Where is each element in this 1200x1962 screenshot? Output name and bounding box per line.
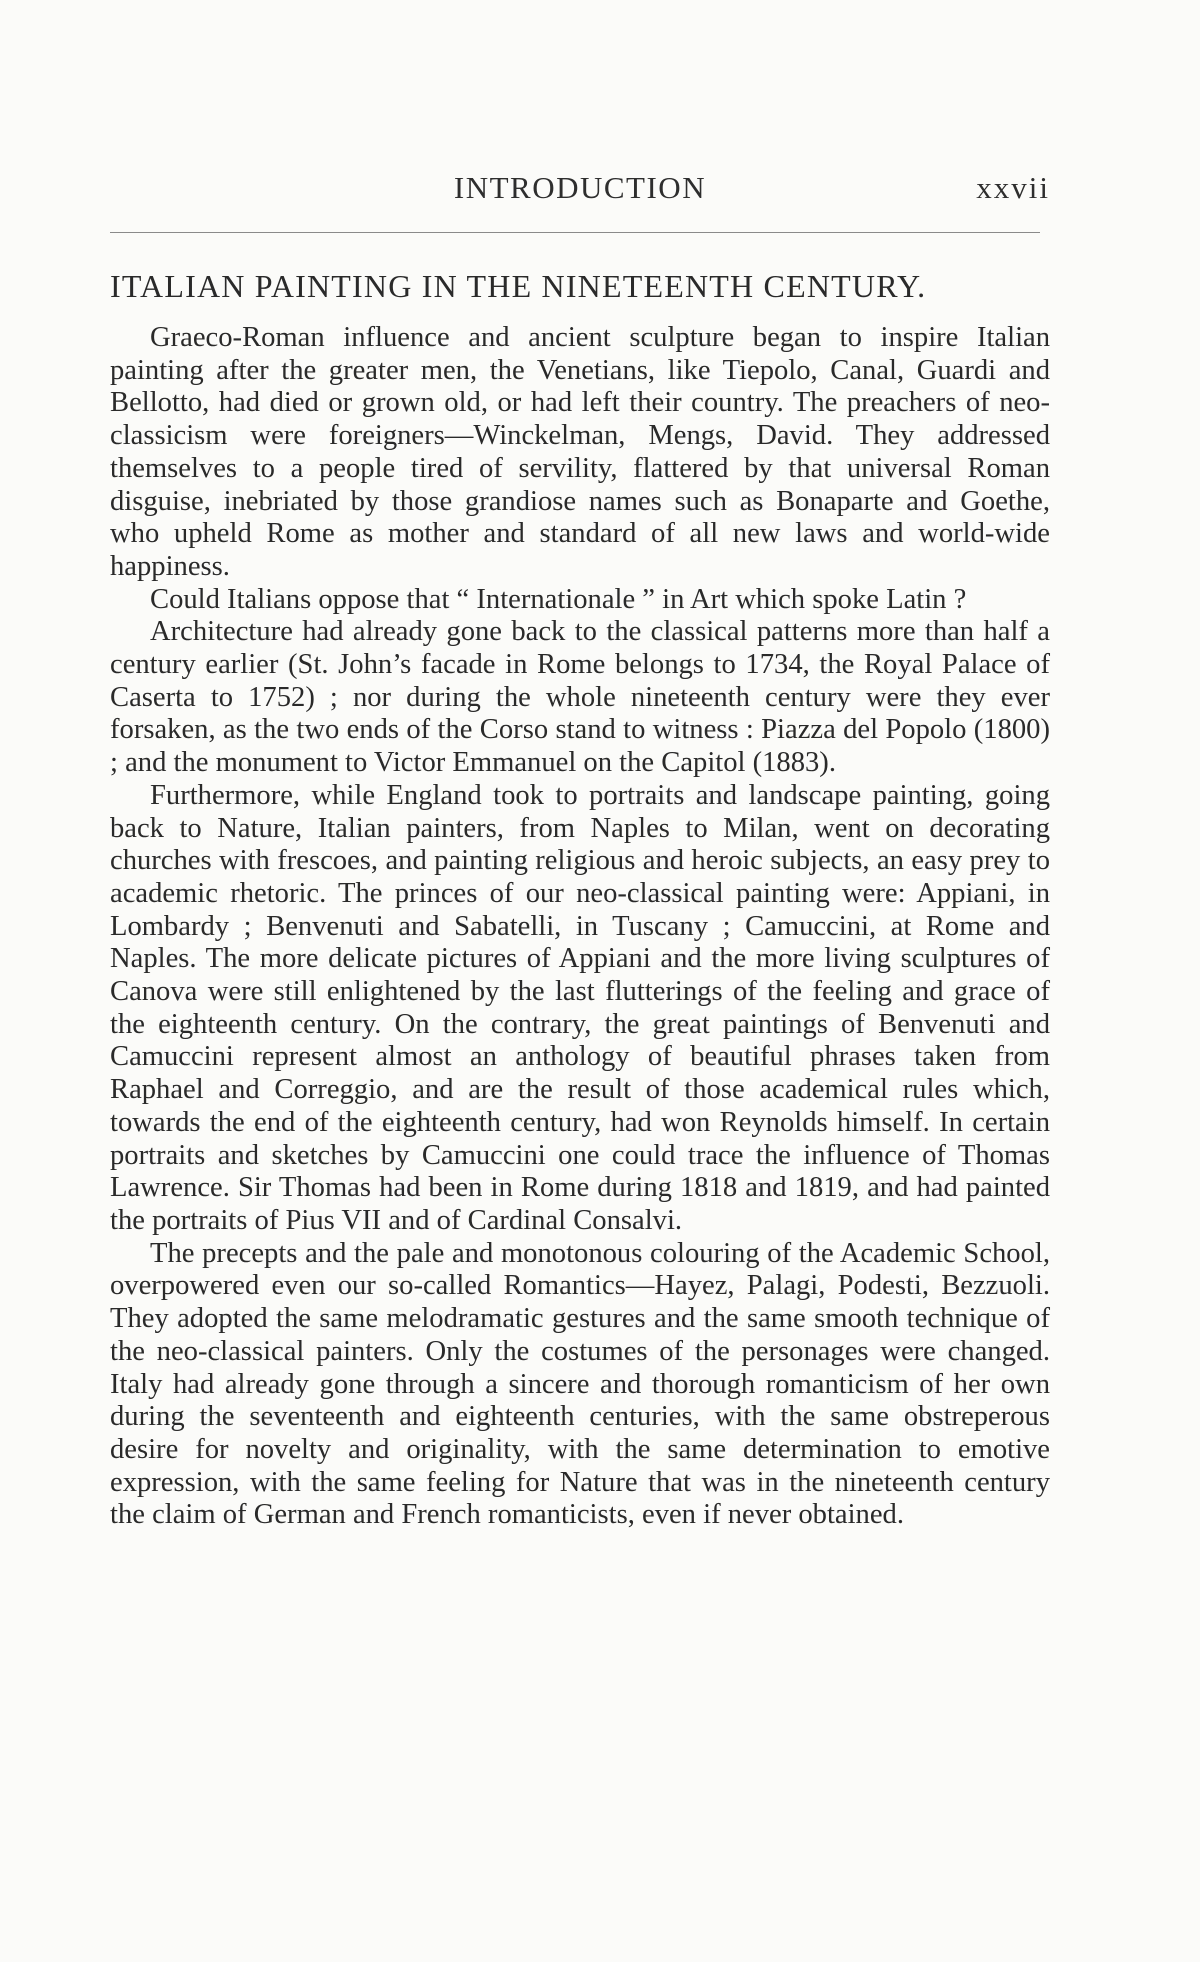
header-rule: [110, 232, 1040, 233]
paragraph: Graeco-Roman influence and ancient sculpture began to inspire Italian painting after the greater men, the Venetians, like Tiepolo, Canal, Guardi and Bellotto, had died or grown old, or had left their country. The preachers of neo-classicism were foreigners—Winckelman, Mengs, David. They addressed themselves to a people tired of servility, flattered by that universal Roman disguise, inebriated by those grandiose names such as Bonaparte and Goethe, who upheld Rome as mother and standard of all new laws and world-wide happiness.: [110, 322, 1050, 582]
running-head-title: INTRODUCTION: [453, 170, 707, 205]
paragraph: The precepts and the pale and monotonous colouring of the Academic School, overpowered even our so-called Romantics—Hayez, Palagi, Podesti, Bezzuoli. They adopted the same melodramatic gestures and the same smooth technique of the neo-classical painters. Only the costumes of the personages were changed. Italy had already gone through a sincere and thorough romanticism of her own during the seventeenth and eighteenth centuries, with the same obstreperous desire for novelty and originality, with the same determination to emotive expression, with the same feeling for Nature that was in the nineteenth century the claim of German and French romanticists, even if never obtained.: [110, 1237, 1050, 1531]
page-number: xxvii: [976, 170, 1050, 205]
paragraph: Could Italians oppose that “ Internationale ” in Art which spoke Latin ?: [150, 583, 967, 615]
paragraph: Architecture had already gone back to the classical patterns more than half a century earlier (St. John’s facade in Rome belongs to 1734, the Royal Palace of Caserta to 1752) ; nor during the whole nineteenth century were they ever forsaken, as the two ends of the Corso stand to witness : Piazza del Popolo (1800) ; and the monument to Victor Emmanuel on the Capitol (1883).: [110, 616, 1050, 779]
body-text: [110, 322, 1050, 1532]
section-title: ITALIAN PAINTING IN THE NINETEENTH CENTURY.: [110, 268, 927, 304]
running-head: [110, 170, 1050, 214]
paragraph: Furthermore, while England took to portraits and landscape painting, going back to Nature, Italian painters, from Naples to Milan, went on decorating churches with frescoes, and painting religious and heroic subjects, an easy prey to academic rhetoric. The princes of our neo-classical painting were: Appiani, in Lombardy ; Benvenuti and Sabatelli, in Tuscany ; Camuccini, at Rome and Naples. The more delicate pictures of Appiani and the more living sculptures of Canova were still enlightened by the last flutterings of the feeling and grace of the eighteenth century. On the contrary, the great paintings of Benvenuti and Camuccini represent almost an anthology of beautiful phrases taken from Raphael and Correggio, and are the result of those academical rules which, towards the end of the eighteenth century, had won Reynolds himself. In certain portraits and sketches by Camuccini one could trace the influence of Thomas Lawrence. Sir Thomas had been in Rome during 1818 and 1819, and had painted the portraits of Pius VII and of Cardinal Consalvi.: [110, 779, 1050, 1236]
